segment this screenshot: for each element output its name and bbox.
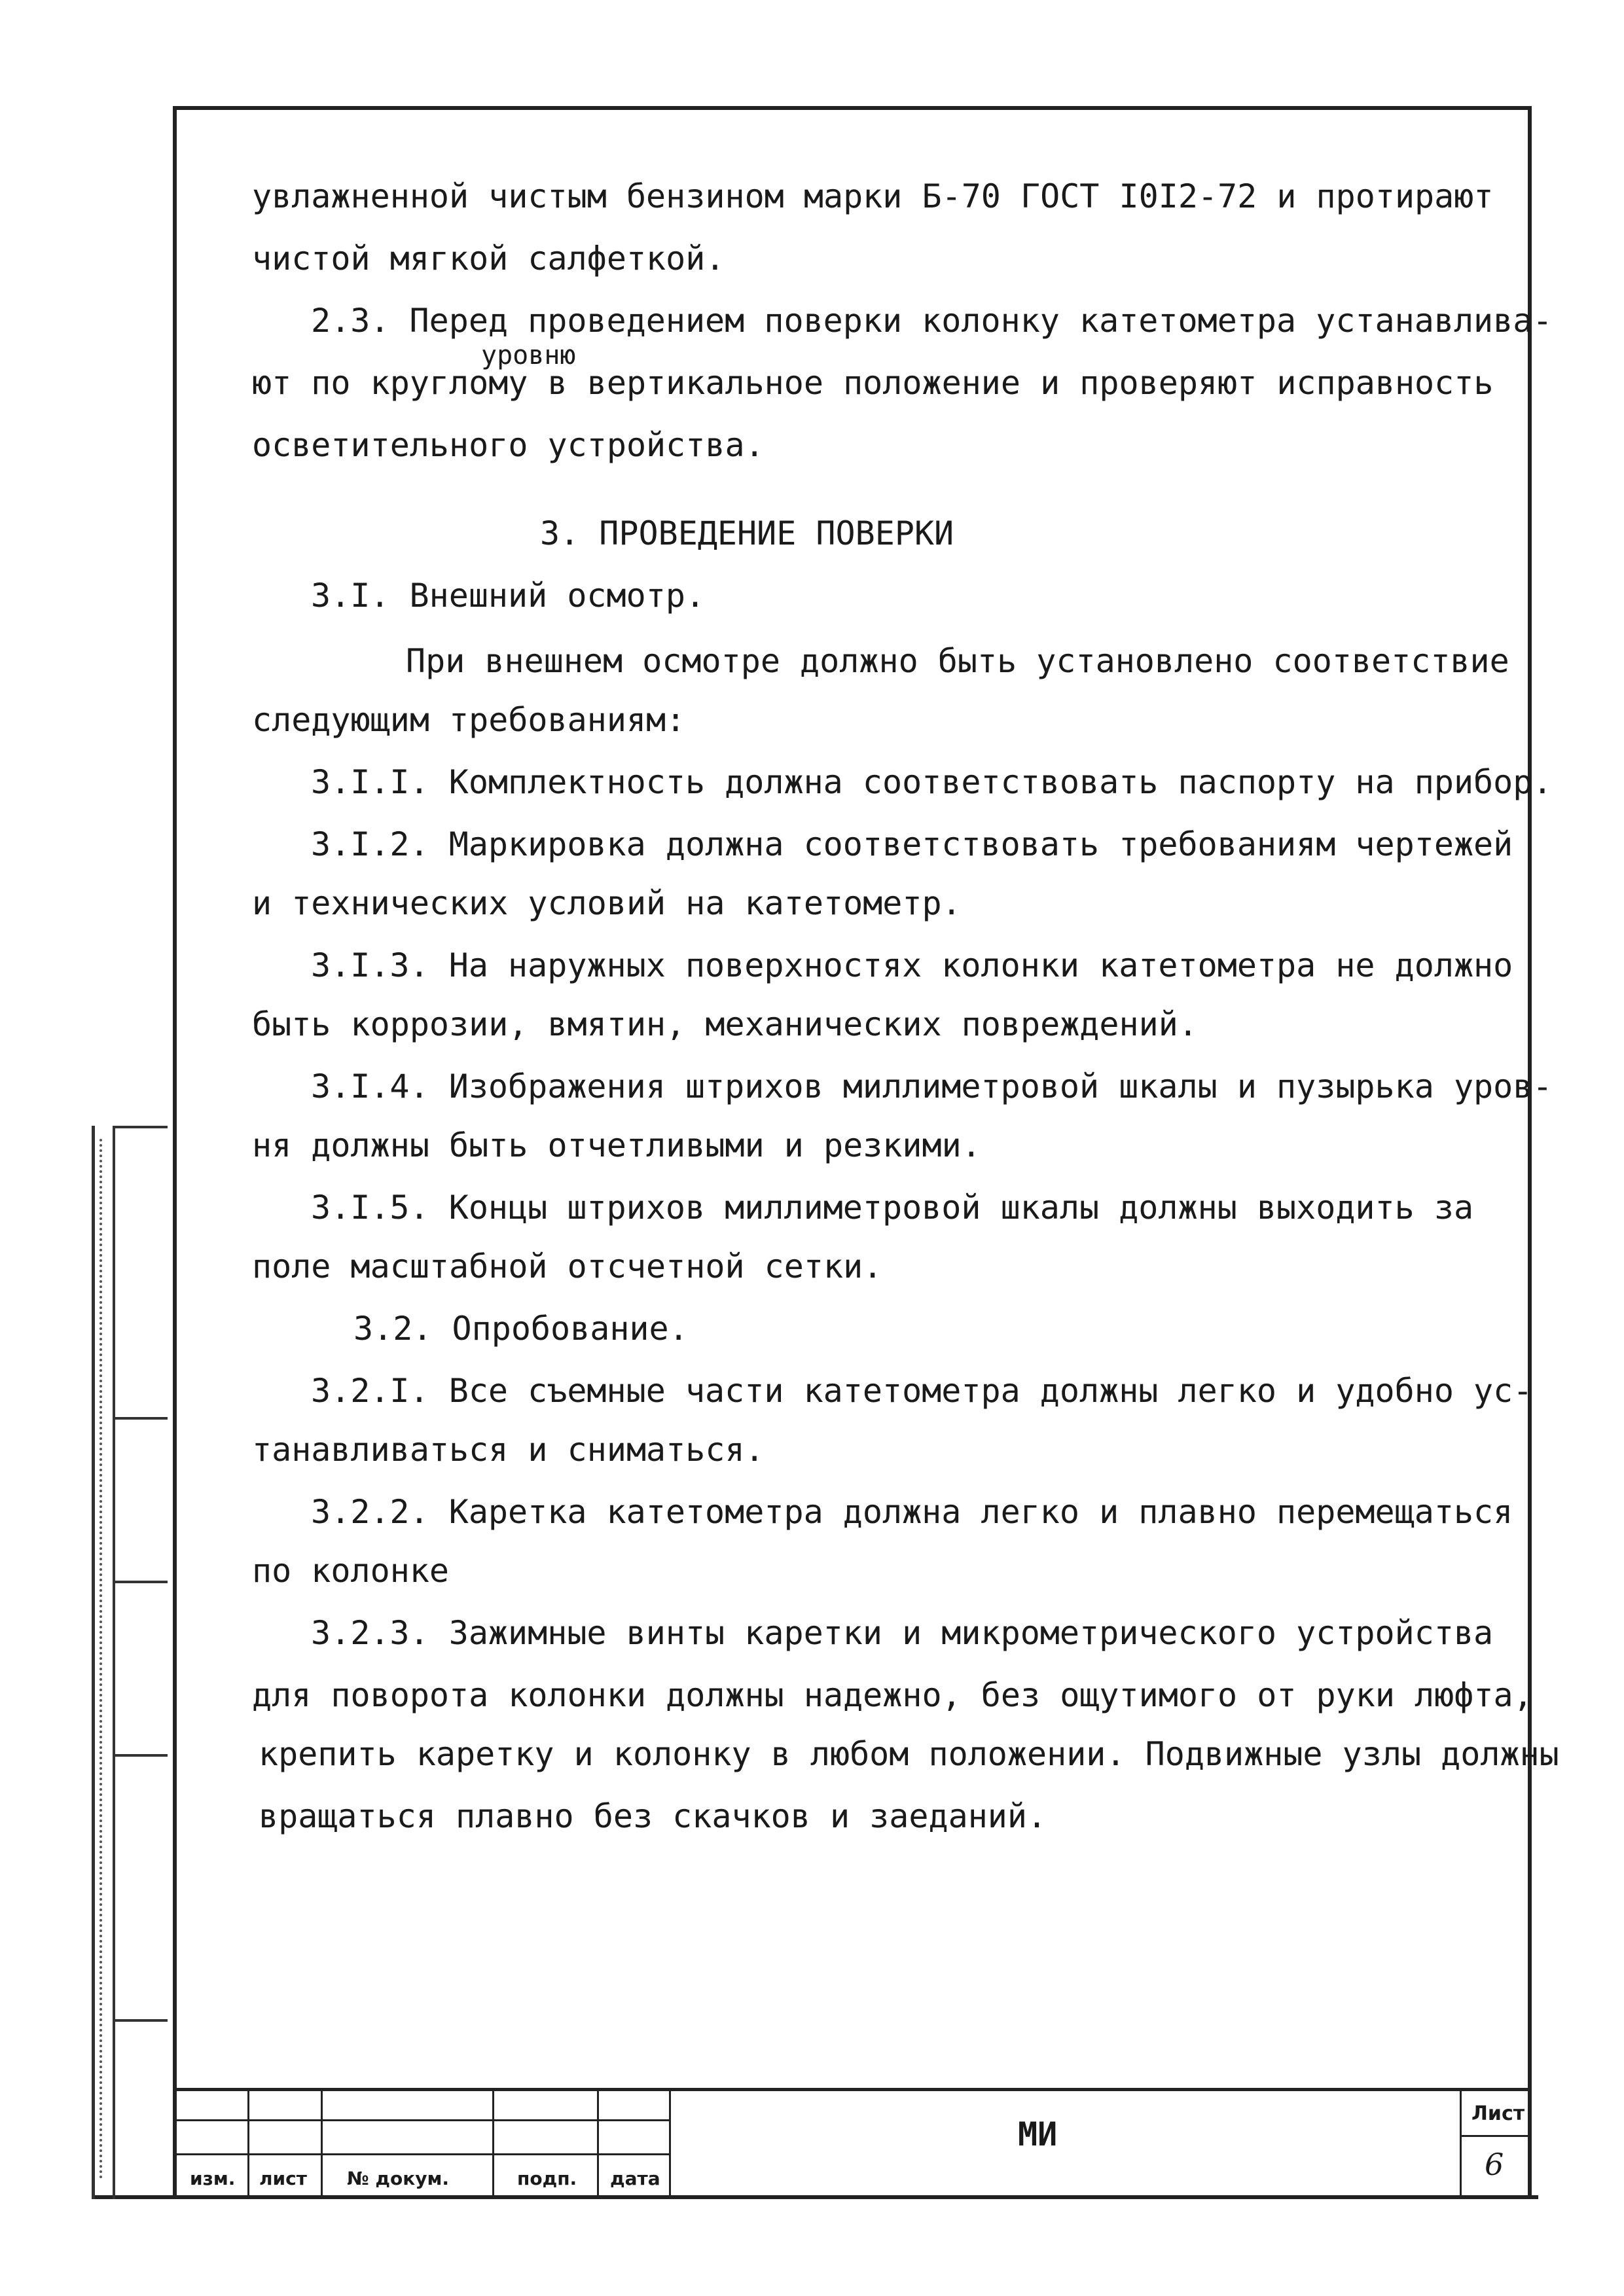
text-line: танавливаться и сниматься. — [252, 1431, 765, 1469]
text-line: чистой мягкой салфеткой. — [252, 240, 725, 278]
text-line: 3.2.3. Зажимные винты каретки и микрометрического устройства — [311, 1614, 1494, 1652]
text-line: 3.I. Внешний осмотр. — [311, 577, 706, 615]
handwritten-insert: уровню — [481, 340, 576, 370]
text-line: следующим требованиям: — [252, 701, 686, 739]
text-line: по колонке — [252, 1552, 450, 1590]
col-izm-label: изм. — [190, 2168, 236, 2189]
text-line: 3.I.I. Комплектность должна соответствовать паспорту на прибор. — [311, 763, 1553, 801]
text-line: вращаться плавно без скачков и заеданий. — [259, 1797, 1047, 1835]
section-heading: 3. ПРОВЕДЕНИЕ ПОВЕРКИ — [540, 514, 954, 552]
col-doc-label: № докум. — [347, 2168, 450, 2189]
col-podp-label: подп. — [517, 2168, 577, 2189]
frame-bottom-line — [92, 2195, 1538, 2199]
text-line: 3.2.I. Все съемные части катетометра должны легко и удобно ус- — [311, 1372, 1533, 1410]
text-line: ют по круглому в вертикальное положение и проверяют исправность — [252, 364, 1494, 402]
document-code: МИ — [1018, 2115, 1058, 2153]
text-line: ня должны быть отчетливыми и резкими. — [252, 1126, 981, 1164]
text-line: осветительного устройства. — [252, 426, 765, 464]
text-line: поле масштабной отсчетной сетки. — [252, 1247, 883, 1285]
text-line: 3.I.4. Изображения штрихов миллиметровой шкалы и пузырька уров- — [311, 1067, 1553, 1105]
text-line: 3.I.5. Концы штрихов миллиметровой шкалы должны выходить за — [311, 1189, 1474, 1227]
text-line: быть коррозии, вмятин, механических повреждений. — [252, 1005, 1198, 1043]
text-line: увлажненной чистым бензином марки Б-70 ГОСТ I0I2-72 и протирают — [252, 177, 1494, 215]
sheet-number: 6 — [1485, 2147, 1504, 2182]
text-line: 3.I.2. Маркировка должна соответствовать требованиям чертежей — [311, 825, 1513, 863]
text-line: При внешнем осмотре должно быть установлено соответствие — [406, 642, 1509, 680]
col-list-label: лист — [259, 2168, 307, 2189]
text-line: 3.2. Опробование. — [353, 1310, 689, 1348]
col-data-label: дата — [610, 2168, 660, 2189]
text-line: для поворота колонки должны надежно, без ощутимого от руки люфта, — [252, 1676, 1533, 1714]
text-line: крепить каретку и колонку в любом положении. Подвижные узлы должны — [259, 1735, 1559, 1773]
text-line: 2.3. Перед проведением поверки колонку катетометра устанавлива- — [311, 302, 1553, 340]
text-line: 3.2.2. Каретка катетометра должна легко и плавно перемещаться — [311, 1493, 1513, 1531]
text-line: 3.I.3. На наружных поверхностях колонки катетометра не должно — [311, 946, 1513, 984]
text-line: и технических условий на катетометр. — [252, 884, 962, 922]
sheet-label: Лист — [1471, 2102, 1525, 2125]
